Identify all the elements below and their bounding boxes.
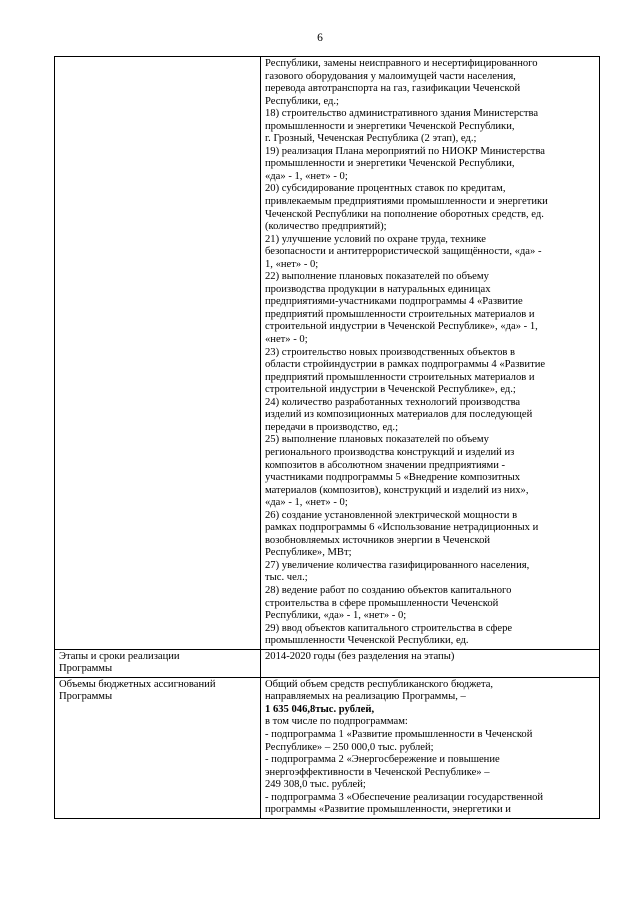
label-line: Программы	[59, 663, 113, 675]
text-line: промышленности Чеченской Республики, ед.	[265, 635, 469, 647]
text-line: материалов (композитов), конструкций и изделий из них»,	[265, 484, 529, 496]
text-line: «да» - 1, «нет» - 0;	[265, 497, 348, 509]
text-line: 27) увеличение количества газифицированного населения,	[265, 559, 530, 571]
text-line: 249 308,0 тыс. рублей;	[265, 779, 366, 791]
label-cell	[55, 649, 261, 677]
label-line: Этапы и сроки реализации	[59, 650, 180, 662]
text-line: регионального производства конструкций и изделий из	[265, 446, 515, 458]
text-line: строительства в сфере промышленности Чеченской	[265, 597, 499, 609]
text-line: 18) строительство административного здания Министерства	[265, 108, 539, 120]
text-line: возобновляемых источников энергии в Чеченской	[265, 534, 491, 546]
text-line: привлекаемым предприятиями промышленности и энергетики	[265, 196, 548, 208]
text-line: 20) субсидирование процентных ставок по кредитам,	[265, 183, 506, 195]
text-line: 22) выполнение плановых показателей по объему	[265, 271, 489, 283]
text-line: энергоэффективности в Чеченской Республике» –	[265, 766, 490, 778]
text-line: программы «Развитие промышленности, энергетики и	[265, 804, 511, 816]
text-line: Республике», МВт;	[265, 547, 352, 559]
program-passport-table	[54, 56, 600, 819]
text-line: 19) реализация Плана мероприятий по НИОКР Министерства	[265, 145, 546, 157]
text-line: «да» - 1, «нет» - 0;	[265, 170, 348, 182]
text-line: предприятий промышленности строительных материалов и	[265, 371, 535, 383]
label-line: Программы	[59, 691, 113, 703]
text-line: 21) улучшение условий по охране труда, технике	[265, 233, 486, 245]
value-cell	[261, 649, 600, 677]
text-line: Общий объем средств республиканского бюджета,	[265, 678, 494, 690]
text-line: безопасности и антитеррористической защищённости, «да» -	[265, 246, 542, 258]
text-line: промышленности и энергетики Чеченской Республики,	[265, 158, 515, 170]
table-row-indicators	[55, 57, 600, 650]
text-line: предприятий промышленности строительных материалов и	[265, 308, 535, 320]
text-line: участниками подпрограммы 5 «Внедрение композитных	[265, 472, 521, 484]
text-line: - подпрограмма 2 «Энергосбережение и повышение	[265, 754, 500, 766]
text-line: направляемых на реализацию Программы, –	[265, 691, 466, 703]
text-line: 26) создание установленной электрической мощности в	[265, 509, 518, 521]
text-line: газового оборудования у малоимущей части населения,	[265, 70, 516, 82]
text-line: - подпрограмма 1 «Развитие промышленности в Чеченской	[265, 728, 533, 740]
text-line: 29) ввод объектов капитального строительства в сфере	[265, 622, 513, 634]
text-line: 24) количество разработанных технологий производства	[265, 396, 521, 408]
text-line: Республики, ед.;	[265, 95, 339, 107]
text-line: 1, «нет» - 0;	[265, 258, 319, 270]
total-amount: 1 635 046,8тыс. рублей,	[265, 703, 375, 715]
text-line: перевода автотранспорта на газ, газификации Чеченской	[265, 83, 521, 95]
text-line: в том числе по подпрограммам:	[265, 716, 408, 728]
text-line: промышленности и энергетики Чеченской Республики,	[265, 120, 515, 132]
label-line: Объемы бюджетных ассигнований	[59, 678, 216, 690]
text-line: строительной индустрии в Чеченской Республике», «да» - 1,	[265, 321, 538, 333]
text-line: композитов в абсолютном значении предприятиями -	[265, 459, 506, 471]
text-line: предприятиями-участниками подпрограммы 4 «Развитие	[265, 296, 523, 308]
text-line: передачи в производство, ед.;	[265, 421, 399, 433]
text-line: Республики, «да» - 1, «нет» - 0;	[265, 610, 407, 622]
label-cell	[55, 57, 261, 650]
text-line: 25) выполнение плановых показателей по объему	[265, 434, 489, 446]
text-line: - подпрограмма 3 «Обеспечение реализации государственной	[265, 791, 544, 803]
text-line: строительной индустрии в Чеченской Республике», ед.;	[265, 384, 516, 396]
text-line: г. Грозный, Чеченская Республика (2 этап), ед.;	[265, 133, 477, 145]
text-line: Республики, замены неисправного и несертифицированного	[265, 58, 538, 69]
text-line: 28) ведение работ по созданию объектов капитального	[265, 584, 512, 596]
text-line: 2014-2020 годы (без разделения на этапы)	[265, 650, 455, 662]
text-line: рамках подпрограммы 6 «Использование нетрадиционных и	[265, 522, 539, 534]
text-line: производства продукции в натуральных единицах	[265, 283, 491, 295]
label-cell	[55, 677, 261, 818]
text-line: Республике» – 250 000,0 тыс. рублей;	[265, 741, 434, 753]
text-line: Чеченской Республики на пополнение оборотных средств, ед.	[265, 208, 544, 220]
table-row-stages	[55, 649, 600, 677]
value-cell	[261, 677, 600, 818]
table-row-budget	[55, 677, 600, 818]
text-line: 23) строительство новых производственных объектов в	[265, 346, 516, 358]
text-line: «нет» - 0;	[265, 334, 308, 346]
text-line: тыс. чел.;	[265, 572, 308, 584]
text-line: (количество предприятий);	[265, 221, 387, 233]
text-line: области стройиндустрии в рамках подпрограммы 4 «Развитие	[265, 359, 546, 371]
value-cell	[261, 57, 600, 650]
page-number: 6	[317, 32, 323, 44]
text-line: изделий из композиционных материалов для последующей	[265, 409, 533, 421]
